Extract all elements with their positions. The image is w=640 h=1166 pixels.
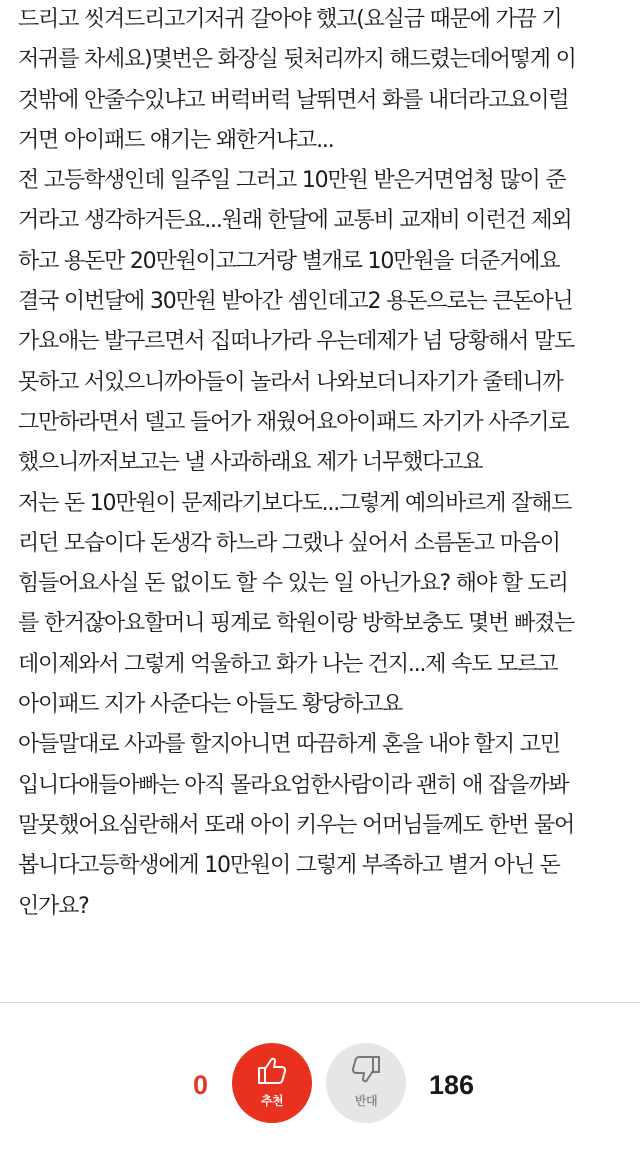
post-text-line: 가요애는 발구르면서 집떠나가라 우는데제가 넘 당황해서 말도: [18, 329, 575, 355]
post-text-line: 것밖에 안줄수있냐고 버럭버럭 날뛰면서 화를 내더라고요이럴: [18, 87, 569, 113]
vote-bar: [0, 1043, 640, 1127]
post-text-line: 말못했어요심란해서 또래 아이 키우는 어머님들께도 한번 물어: [18, 812, 575, 838]
post-text-line: 드리고 씻겨드리고기저귀 갈아야 했고(요실금 때문에 가끔 기: [18, 7, 562, 32]
oppose-count: 186: [429, 1070, 475, 1100]
oppose-button[interactable]: [326, 1043, 406, 1123]
recommend-label: 추천: [260, 1094, 284, 1108]
oppose-label: 반대: [354, 1094, 378, 1108]
post-text-line: 하고 용돈만 20만원이고그거랑 별개로 10만원을 더준거에요: [18, 248, 560, 274]
post-text-line: 봅니다고등학생에게 10만원이 그렇게 부족하고 별거 아닌 돈: [18, 853, 560, 879]
post-text-line: 입니다애들아빠는 아직 몰라요엄한사람이라 괜히 애 잡을까봐: [18, 772, 569, 798]
post-text-line: 아이패드 지가 사준다는 아들도 황당하고요: [18, 692, 403, 718]
post-text-line: 전 고등학생인데 일주일 그러고 10만원 받은거면엄청 많이 준: [18, 168, 566, 194]
post-text-line: 그만하라면서 델고 들어가 재웠어요아이패드 자기가 사주기로: [18, 409, 569, 435]
post-text-line: 거면 아이패드 얘기는 왜한거냐고...: [18, 127, 334, 153]
post-text-line: 못하고 서있으니까아들이 놀라서 나와보더니자기가 줄테니까: [18, 369, 563, 395]
post-text-line: 했으니까저보고는 낼 사과하래요 제가 너무했다고요: [18, 450, 483, 476]
post-text-line: 저는 돈 10만원이 문제라기보다도...그렇게 예의바르게 잘해드: [18, 490, 572, 516]
post-text-line: 리던 모습이다 돈생각 하느라 그랬나 싶어서 소름돋고 마음이: [18, 530, 560, 556]
post-text-line: 저귀를 차세요)몇번은 화장실 뒷처리까지 해드렸는데어떻게 이: [18, 47, 576, 73]
post-text-line: 거라고 생각하거든요...원래 한달에 교통비 교재비 이런건 제외: [18, 208, 572, 234]
thumbs-down-icon: [348, 1052, 384, 1088]
recommend-count: 0: [193, 1070, 209, 1100]
thumbs-up-icon: [254, 1052, 290, 1088]
content-divider: [0, 1002, 640, 1003]
post-text-line: 결국 이번달에 30만원 받아간 셈인데고2 용돈으로는 큰돈아닌: [18, 289, 573, 315]
post-text-line: 인가요?: [18, 893, 89, 919]
recommend-button[interactable]: [232, 1043, 312, 1123]
post-text-line: 아들말대로 사과를 할지아니면 따끔하게 혼을 내야 할지 고민: [18, 732, 560, 758]
post-text-line: 힘들어요사실 돈 없이도 할 수 있는 일 아닌가요? 해야 할 도리: [18, 571, 568, 597]
post-text-line: 를 한거잖아요할머니 핑계로 학원이랑 방학보충도 몇번 빠졌는: [18, 611, 575, 637]
post-text-line: 데이제와서 그렇게 억울하고 화가 나는 건지...제 속도 모르고: [18, 651, 558, 677]
post-body: [18, 0, 630, 927]
